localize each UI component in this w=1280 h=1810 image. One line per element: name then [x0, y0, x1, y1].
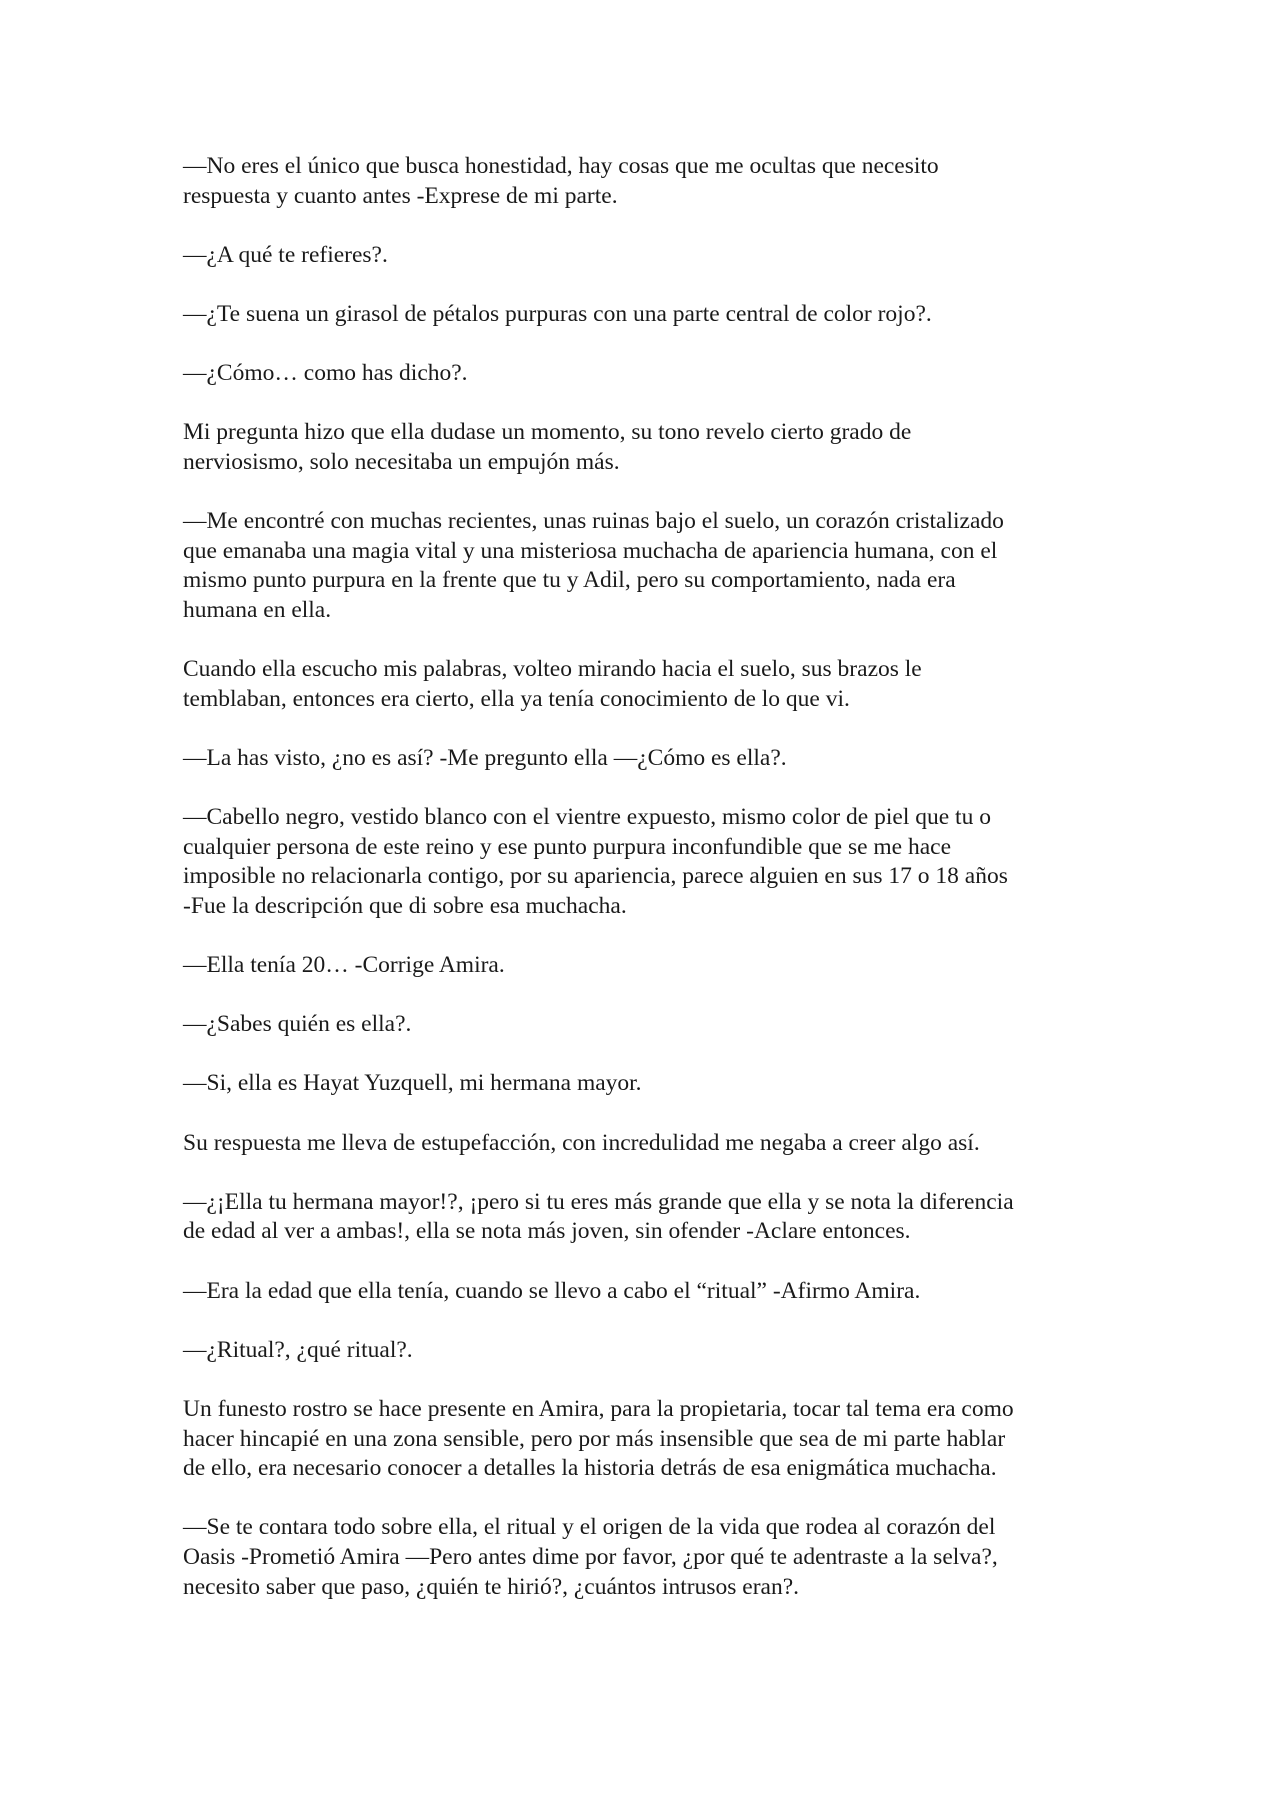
paragraph-10: —Ella tenía 20… -Corrige Amira. [183, 952, 505, 979]
paragraph-8: —La has visto, ¿no es así? -Me pregunto ella —¿Cómo es ella?. [183, 744, 787, 771]
paragraph-12: —Si, ella es Hayat Yuzquell, mi hermana mayor. [183, 1070, 642, 1097]
paragraph-14: —¿¡Ella tu hermana mayor!?, ¡pero si tu eres más grande que ella y se nota la diferencia de edad al ver a ambas!, ella se nota más joven, sin ofender -Aclare entonces. [183, 1188, 1014, 1245]
paragraph-7: Cuando ella escucho mis palabras, volteo mirando hacia el suelo, sus brazos le temblaban, entonces era cierto, ella ya tenía conocimiento de lo que vi. [183, 656, 922, 712]
paragraph-13: Su respuesta me lleva de estupefacción, con incredulidad me negaba a creer algo así. [183, 1129, 980, 1156]
document-body [183, 152, 1103, 1632]
paragraph-17: Un funesto rostro se hace presente en Amira, para la propietaria, tocar tal tema era como hacer hincapié en una zona sensible, pero por más insensible que sea de mi parte hablar de ello, era necesario conocer a detalles la historia detrás de esa enigmática muchacha. [183, 1395, 1014, 1482]
paragraph-11: —¿Sabes quién es ella?. [183, 1011, 412, 1038]
paragraph-2: —¿A qué te refieres?. [183, 241, 388, 268]
paragraph-9: —Cabello negro, vestido blanco con el vientre expuesto, mismo color de piel que tu o cualquier persona de este reino y ese punto purpura inconfundible que se me hace imposible no relacionarla contigo, por su apariencia, parece alguien en sus 17 o 18 años -Fue la descripción que di sobre esa muchacha. [183, 804, 1008, 919]
paragraph-15: —Era la edad que ella tenía, cuando se llevo a cabo el “ritual” -Afirmo Amira. [183, 1277, 921, 1304]
paragraph-16: —¿Ritual?, ¿qué ritual?. [183, 1336, 413, 1363]
paragraph-1: —No eres el único que busca honestidad, hay cosas que me ocultas que necesito respuesta y cuanto antes -Exprese de mi parte. [183, 153, 939, 209]
paragraph-6: —Me encontré con muchas recientes, unas ruinas bajo el suelo, un corazón cristalizado que emanaba una magia vital y una misteriosa muchacha de apariencia humana, con el mismo punto purpura en la frente que tu y Adil, pero su comportamiento, nada era humana en ella. [183, 508, 1004, 623]
paragraph-3: —¿Te suena un girasol de pétalos purpuras con una parte central de color rojo?. [183, 300, 932, 327]
paragraph-4: —¿Cómo… como has dicho?. [183, 360, 468, 387]
paragraph-18: —Se te contara todo sobre ella, el ritual y el origen de la vida que rodea al corazón del Oasis -Prometió Amira —Pero antes dime por favor, ¿por qué te adentraste a la selva?, necesito saber que paso, ¿quién te hirió?, ¿cuántos intrusos eran?. [183, 1514, 998, 1600]
paragraph-5: Mi pregunta hizo que ella dudase un momento, su tono revelo cierto grado de nerviosismo, solo necesitaba un empujón más. [183, 419, 912, 475]
